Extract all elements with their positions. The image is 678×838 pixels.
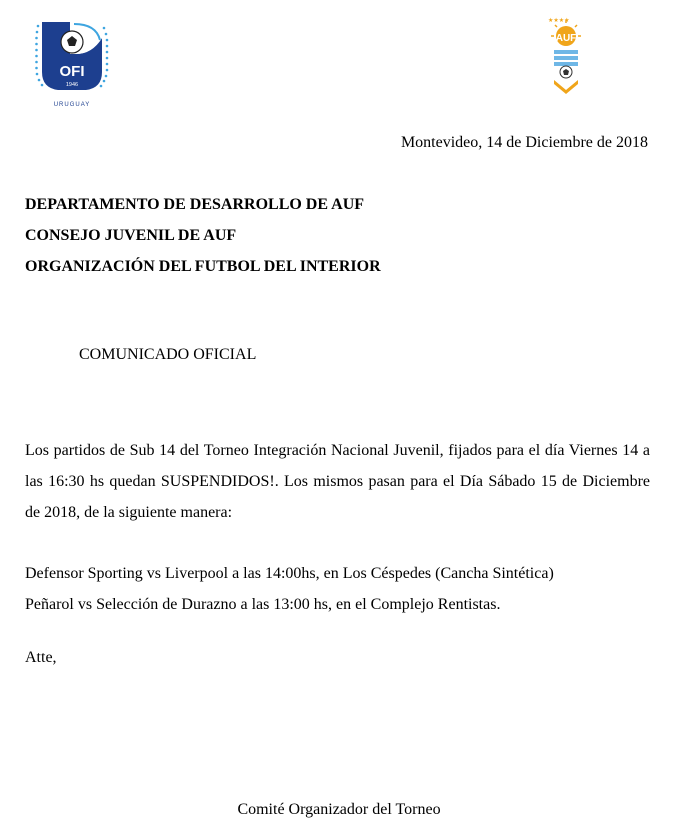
letter-signature: Comité Organizador del Torneo <box>237 801 441 818</box>
match-item: Defensor Sporting vs Liverpool a las 14:00hs, en Los Céspedes (Cancha Sintética) <box>25 565 554 582</box>
svg-text:★★★★: ★★★★ <box>548 17 570 24</box>
auf-logo <box>544 14 588 94</box>
auf-logo-graphic <box>544 14 588 94</box>
heading-council: CONSEJO JUVENIL DE AUF <box>25 227 237 244</box>
match-item: Peñarol vs Selección de Durazno a las 13:00 hs, en el Complejo Rentistas. <box>25 596 501 613</box>
letter-headings <box>25 195 625 288</box>
heading-organization: ORGANIZACIÓN DEL FUTBOL DEL INTERIOR <box>25 258 381 275</box>
heading-department: DEPARTAMENTO DE DESARROLLO DE AUF <box>25 196 365 213</box>
letter-subject: COMUNICADO OFICIAL <box>79 346 257 363</box>
ofi-logo-year: 1946 <box>65 82 79 88</box>
letter-body: Los partidos de Sub 14 del Torneo Integración Nacional Juvenil, fijados para el día Viernes 14 a las 16:30 hs quedan SUSPENDIDOS!. Los mismos pasan para el Día Sábado 15 de Diciembre de 2018, de la siguiente manera: <box>25 442 650 521</box>
ofi-logo <box>30 14 114 114</box>
letter-date: Montevideo, 14 de Diciembre de 2018 <box>400 134 648 151</box>
ofi-logo-text: OFI <box>59 63 85 80</box>
letter-closing: Atte, <box>25 649 57 666</box>
auf-logo-text: AUF <box>555 33 577 44</box>
match-list <box>25 558 650 620</box>
ofi-logo-country: URUGUAY <box>53 102 91 108</box>
ofi-logo-graphic <box>30 14 114 114</box>
